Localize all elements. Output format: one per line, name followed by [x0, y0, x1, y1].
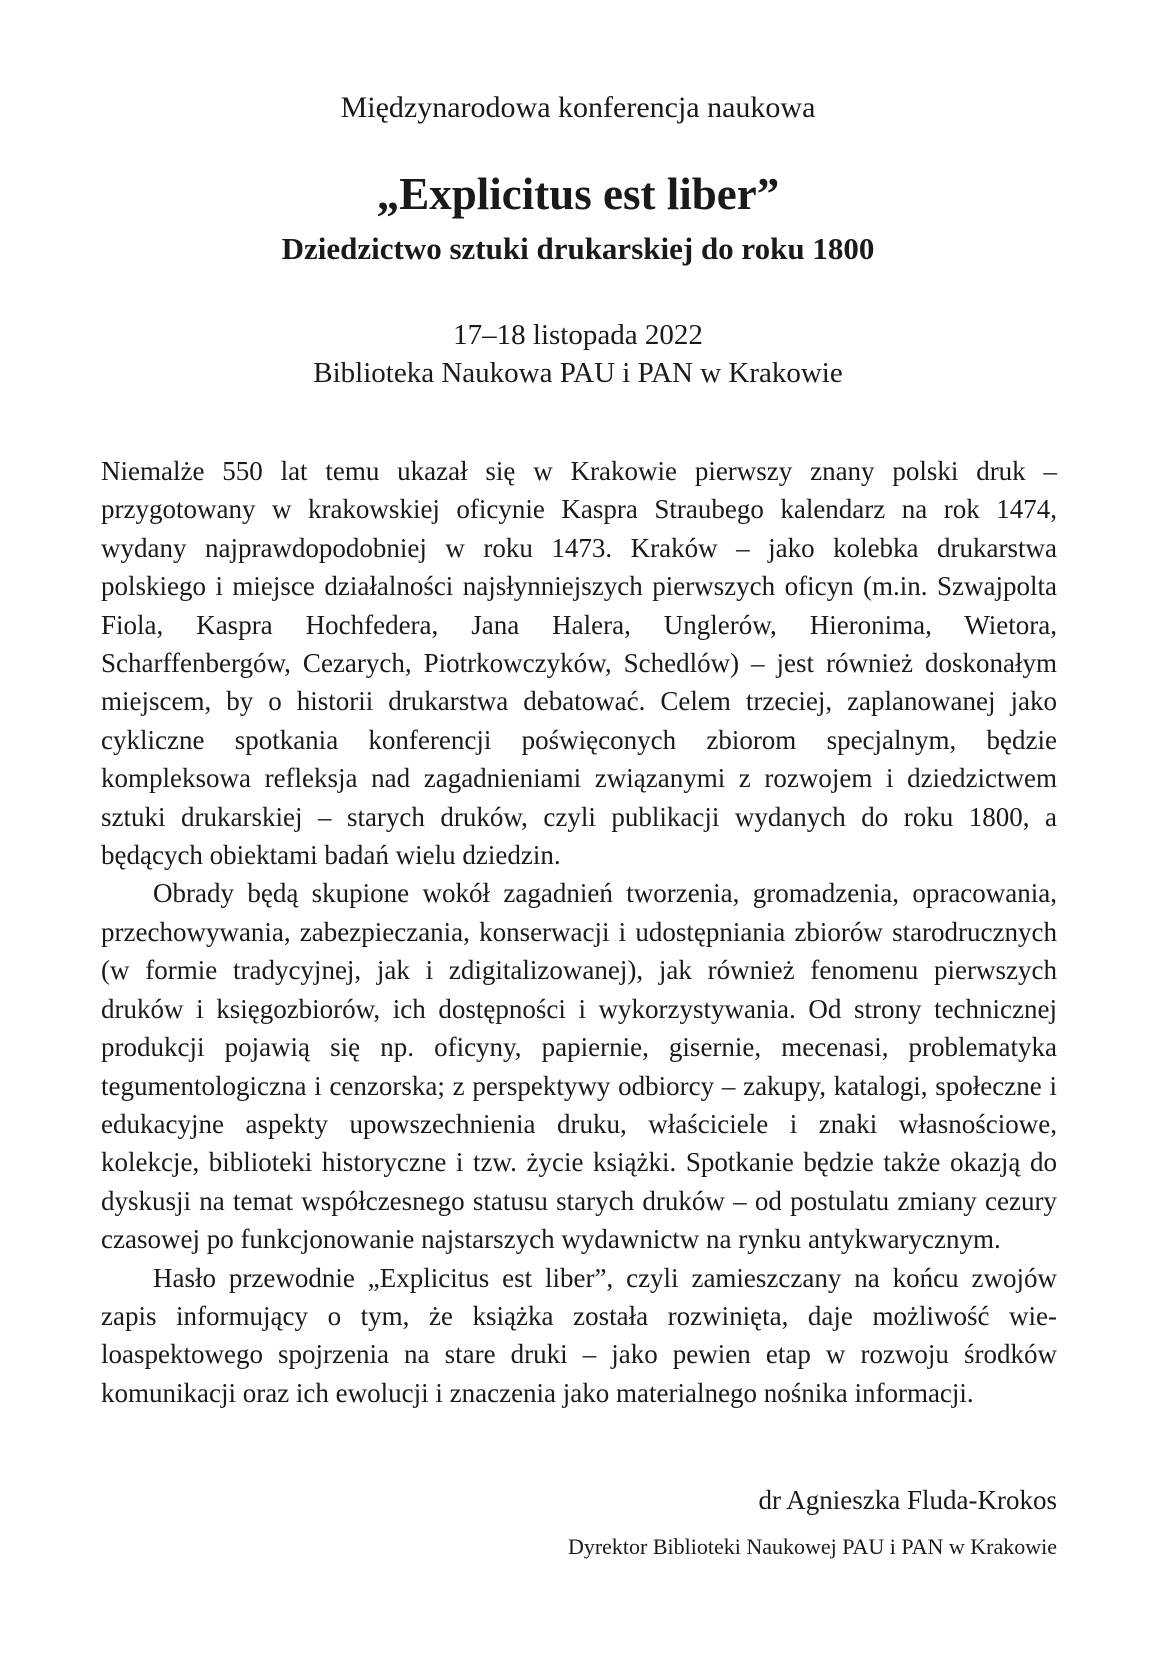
conference-dates: 17–18 listopada 2022: [453, 319, 703, 351]
body-paragraph-1: Niemalże 550 lat temu ukazał się w Krakowie pierwszy znany polski druk – przygotowany w krakowskiej oficynie Kaspra Straubego kalendarz na rok 1474, wydany najprawdopodobniej w roku 1473. Kraków – jako kolebka drukarstwa polskiego i miejsce działalności najsłynniejszych pierwszych oficyn (m.in. Szwajpolta Fiola, Kaspra Hochfedera, Jana Halera, Unglerów, Hieronima, Wietora, Scharffenbergów, Cezarych, Piotrkowczyków, Schedlów) – jest również doskonałym miejscem, by o historii drukarstwa debatować. Celem trzeciej, zaplanowanej jako cykliczne spotkania konferencji poświęconych zbiorom specjalnym, będzie kompleksowa refleksja nad zagadnieniami związanymi z rozwojem i dziedzictwem sztuki drukarskiej – starych druków, czyli publikacji wydanych do roku 1800, a będących obiektami badań wielu dziedzin.: [101, 456, 1057, 871]
conference-venue: Biblioteka Naukowa PAU i PAN w Krakowie: [313, 357, 843, 389]
conference-subtitle: Dziedzictwo sztuki drukarskiej do roku 1800: [281, 231, 875, 266]
signature-role: Dyrektor Biblioteki Naukowej PAU i PAN w Krakowie: [567, 1534, 1057, 1559]
body-paragraph-2: Obrady będą skupione wokół zagadnień tworzenia, gromadzenia, opracowania, przechowywania, zabezpieczania, konserwacji i udostępniania zbiorów starodrucznych (w formie tradycyjnej, jak i zdigitalizowanej), jak również fenomenu pierwszych druków i księgozbiorów, ich dostępności i wykorzystywania. Od strony technicznej produkcji pojawią się np. oficyny, papiernie, gisernie, mecenasi, problematyka tegumentologiczna i cenzorska; z perspektywy odbiorcy – zakupy, katalogi, społeczne i edukacyjne aspekty upowszechnienia druku, właściciele i znaki własnościowe, kolekcje, biblioteki historyczne i tzw. życie książki. Spotkanie będzie także okazją do dyskusji na temat współczesnego statusu starych druków – od postulatu zmiany cezury czasowej po funkcjonowanie najstarszych wydawnictw na rynku antykwarycznym.: [101, 878, 1057, 1255]
conference-title: „Explicitus est liber”: [376, 169, 780, 219]
body-text: [101, 452, 1057, 1412]
conference-type-heading: Międzynarodowa konferencja naukowa: [340, 91, 816, 124]
signature-name: dr Agnieszka Fluda-Krokos: [758, 1485, 1057, 1515]
body-paragraph-3: Hasło przewodnie „Explicitus est liber”, czyli zamieszczany na końcu zwojów zapis informujący o tym, że książka została rozwinięta, daje możliwość wieloaspektowego spojrzenia na stare druki – jako pewien etap w rozwoju środków komunikacji oraz ich ewolucji i znaczenia jako materialnego nośnika informacji.: [101, 1262, 1057, 1408]
